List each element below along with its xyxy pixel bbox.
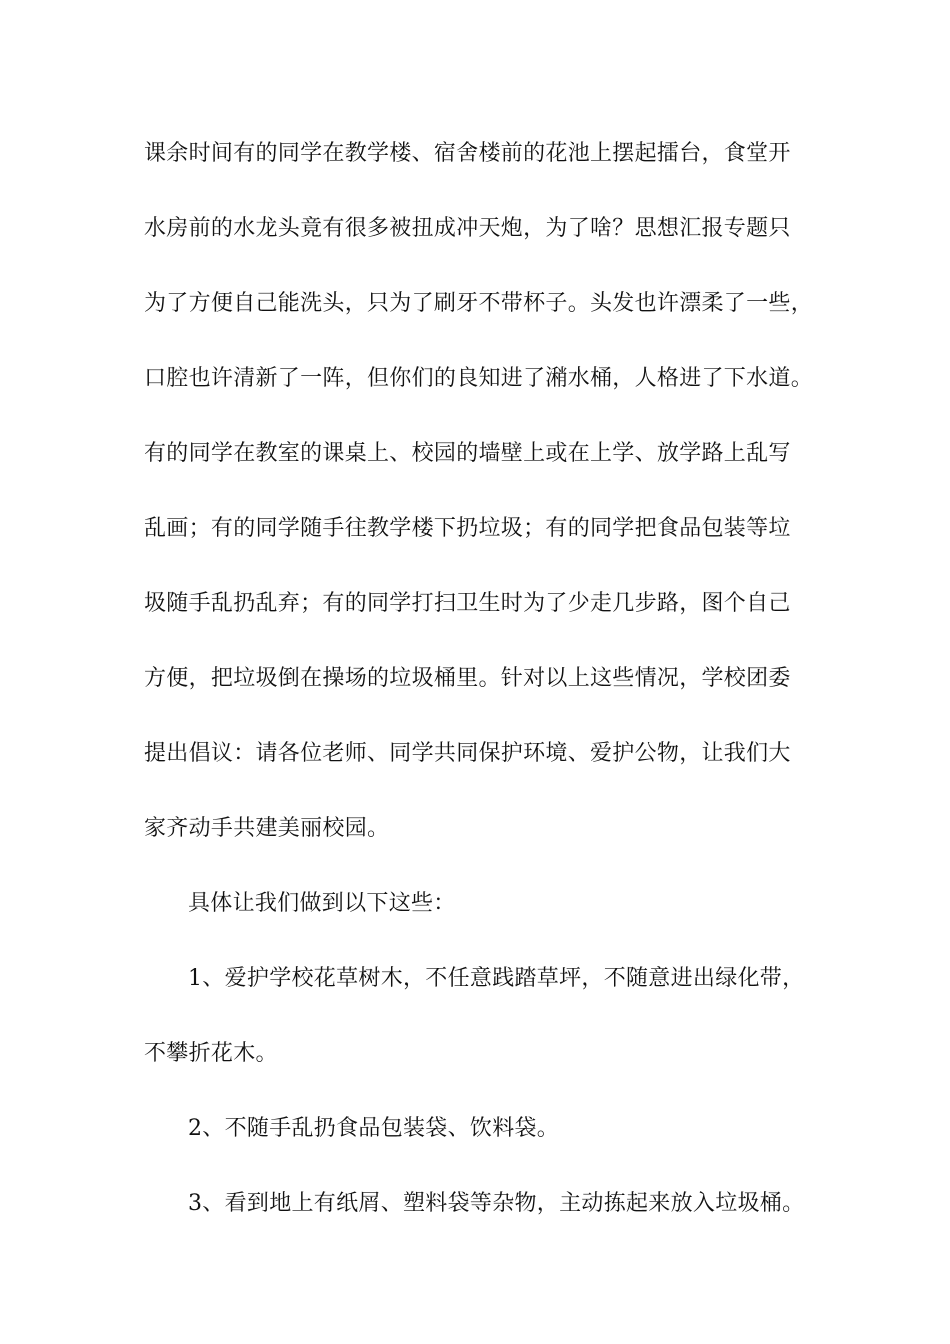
paragraph-line-10: 家齐动手共建美丽校园。: [144, 816, 390, 841]
list-item-1-line-1: 1、爱护学校花草树木，不任意践踏草坪，不随意进出绿化带，: [188, 966, 805, 991]
list-item-2: 2、不随手乱扔食品包装袋、饮料袋。: [188, 1116, 560, 1141]
paragraph-line-5: 有的同学在教室的课桌上、校园的墙壁上或在上学、放学路上乱写: [144, 441, 791, 466]
paragraph-line-6: 乱画；有的同学随手往教学楼下扔垃圾；有的同学把食品包装等垃: [144, 516, 791, 541]
paragraph-line-1: 课余时间有的同学在教学楼、宿舍楼前的花池上摆起擂台，食堂开: [144, 141, 791, 166]
list-item-3: 3、看到地上有纸屑、塑料袋等杂物，主动拣起来放入垃圾桶。: [188, 1191, 805, 1216]
paragraph-line-9: 提出倡议：请各位老师、同学共同保护环境、爱护公物，让我们大: [144, 741, 791, 766]
paragraph-line-8: 方便，把垃圾倒在操场的垃圾桶里。针对以上这些情况，学校团委: [144, 666, 791, 691]
paragraph-line-2: 水房前的水龙头竟有很多被扭成冲天炮，为了啥？思想汇报专题只: [144, 216, 791, 241]
paragraph-line-3: 为了方便自己能洗头，只为了刷牙不带杯子。头发也许漂柔了一些，: [144, 291, 814, 316]
list-item-1-line-2: 不攀折花木。: [144, 1041, 278, 1066]
section-intro-line: 具体让我们做到以下这些：: [188, 891, 456, 916]
paragraph-line-4: 口腔也许清新了一阵，但你们的良知进了潲水桶，人格进了下水道。: [144, 366, 814, 391]
paragraph-line-7: 圾随手乱扔乱弃；有的同学打扫卫生时为了少走几步路，图个自己: [144, 591, 791, 616]
